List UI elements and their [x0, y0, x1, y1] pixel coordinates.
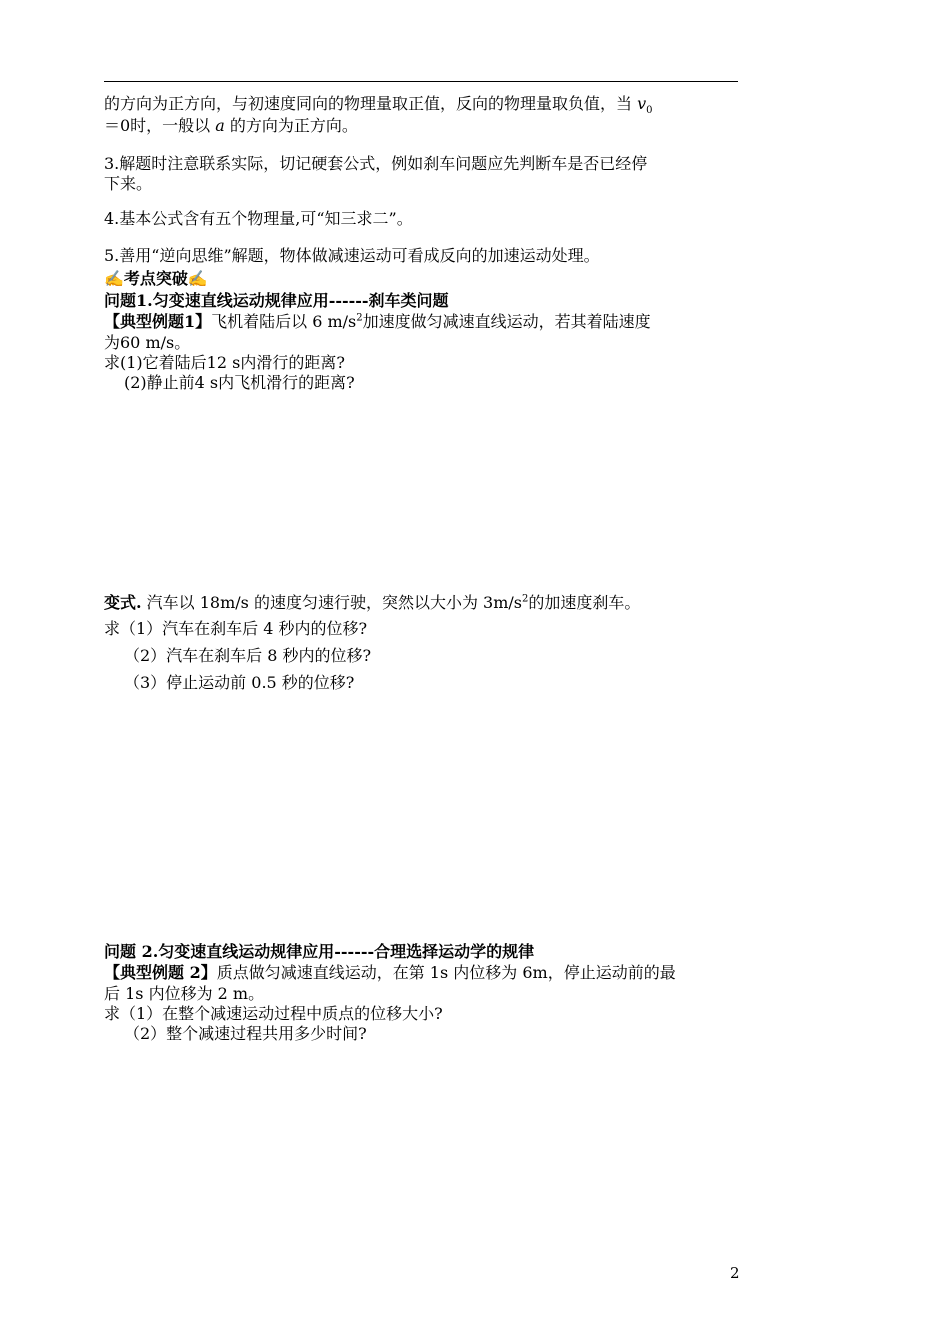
question-title: 问题 2.匀变速直线运动规律应用------合理选择运动学的规律 [104, 942, 535, 961]
text-line: ＝0时，一般以 a 的方向为正方向。 [104, 116, 358, 135]
variant-question: （2）汽车在刹车后 8 秒内的位移? [124, 646, 372, 665]
example-question: 求(1)它着陆后12 s内滑行的距离? [104, 353, 345, 372]
section-heading: ✍考点突破✍ [104, 269, 208, 288]
example-question: （2）整个减速过程共用多少时间? [124, 1024, 367, 1043]
example-line: 后 1s 内位移为 2 m。 [104, 984, 265, 1003]
question-title: 问题1.匀变速直线运动规律应用------刹车类问题 [104, 291, 449, 310]
text-line: 下来。 [104, 174, 153, 193]
variant-question: 求（1）汽车在刹车后 4 秒内的位移? [104, 619, 368, 638]
variant-question: （3）停止运动前 0.5 秒的位移? [124, 673, 355, 692]
example-line: 为60 m/s。 [104, 333, 191, 352]
text-line: 4.基本公式含有五个物理量,可“知三求二”。 [104, 209, 413, 228]
example-line: 【典型例题 2】质点做匀减速直线运动，在第 1s 内位移为 6m，停止运动前的最 [104, 963, 676, 982]
text-line: 的方向为正方向，与初速度同向的物理量取正值，反向的物理量取负值，当 $v_0$ [104, 94, 653, 117]
example-line: 【典型例题1】飞机着陆后以 6 $m/s^2$加速度做匀减速直线运动，若其着陆速度 [104, 312, 651, 331]
variant-line: 变式. 汽车以 18m/s 的速度匀速行驶，突然以大小为 $3m/s^2$的加速度刹车。 [104, 593, 641, 612]
example-question: 求（1）在整个减速运动过程中质点的位移大小? [104, 1004, 443, 1023]
text-line: 5.善用“逆向思维”解题，物体做减速运动可看成反向的加速运动处理。 [104, 246, 600, 265]
header-rule [104, 81, 738, 82]
text-line: 3.解题时注意联系实际，切记硬套公式，例如刹车问题应先判断车是否已经停 [104, 154, 648, 173]
page-number: 2 [730, 1264, 740, 1282]
example-question: (2)静止前4 s内飞机滑行的距离? [124, 373, 355, 392]
